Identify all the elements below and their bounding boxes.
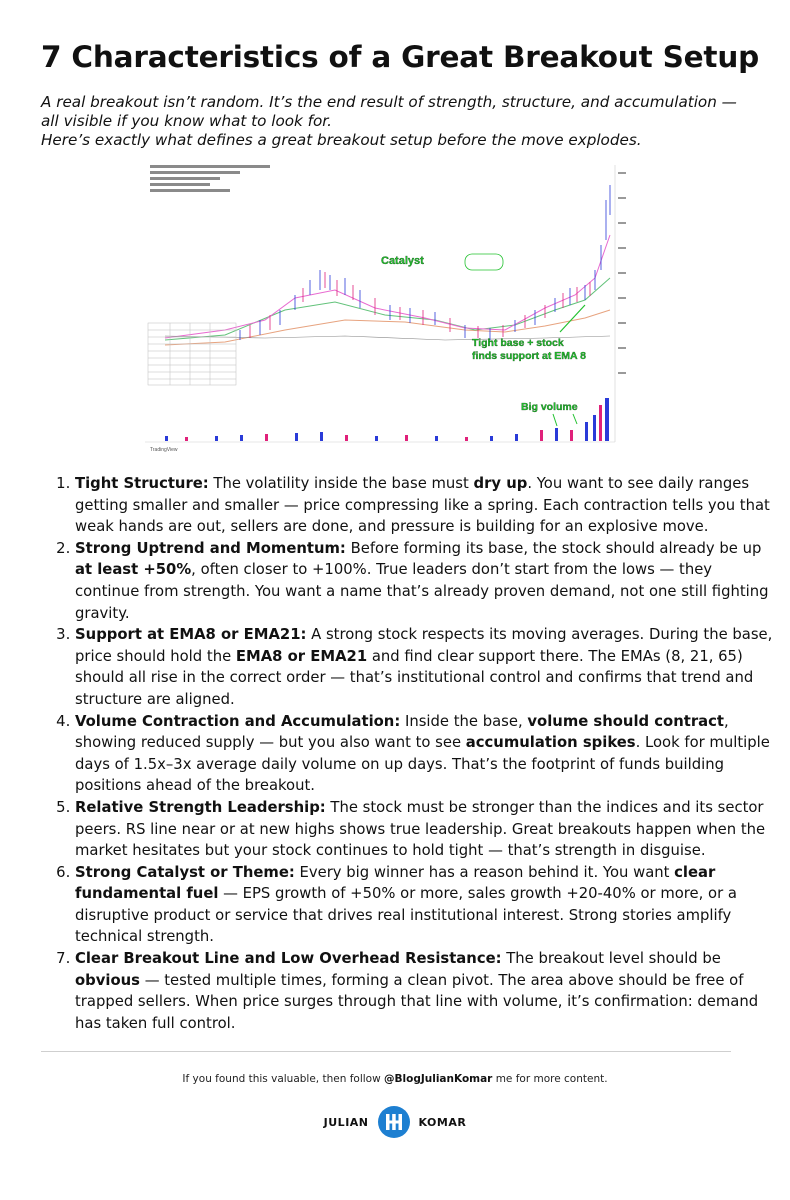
footer-cta: If you found this valuable, then follow @BlogJulianKomar me for more content.: [182, 1073, 608, 1085]
list-item: 5. Relative Strength Leadership: The stock must be stronger than the indices and its sector peers. RS line near or at new highs shows true leadership. Great breakouts happen when the market hesitates but your stock continues to hold tight — that’s strength in disguise.: [75, 797, 775, 862]
stock-chart-image: [145, 160, 628, 453]
list-item: 6. Strong Catalyst or Theme: Every big winner has a reason behind it. You want clear fundamental fuel — EPS growth of +50% or more, sales growth +20-40% or more, or a disruptive product or service that drives real institutional interest. Strong stories amplify technical strength.: [75, 862, 775, 948]
brand-logo: [0, 1104, 790, 1140]
page-title: 7 Characteristics of a Great Breakout Setup: [41, 40, 760, 74]
jk-monogram-icon: [377, 1105, 411, 1139]
intro: [41, 93, 756, 150]
list-item: 2. Strong Uptrend and Momentum: Before forming its base, the stock should already be up at least +50%, often closer to +100%. True leaders don’t start from the lows — they continue from strength. You want a name that’s already proven demand, not one still fighting gravity.: [75, 538, 775, 624]
list-item: 3. Support at EMA8 or EMA21: A strong stock respects its moving averages. During the base, price should hold the EMA8 or EMA21 and find clear support there. The EMAs (8, 21, 65) should all rise in the correct order — that’s institutional control and confirms that trend and structure are aligned.: [75, 624, 775, 710]
tight-base-annotation-2: finds support at EMA 8: [472, 350, 586, 362]
characteristics-list: [41, 473, 775, 1034]
list-item: 4. Volume Contraction and Accumulation: Inside the base, volume should contract, showing reduced supply — but you also want to see accumulation spikes. Look for multiple days of 1.5x–3x average daily volume on up days. That’s the footprint of funds building positions ahead of the breakout.: [75, 711, 775, 797]
logo-text-right: KOMAR: [418, 1115, 467, 1129]
intro-line-1: A real breakout isn’t random. It’s the end result of strength, structure, and accumulation — all visible if you know what to look for.: [41, 93, 737, 130]
catalyst-annotation: Catalyst: [381, 255, 424, 267]
list-item: 7. Clear Breakout Line and Low Overhead Resistance: The breakout level should be obvious — tested multiple times, forming a clean pivot. The area above should be free of trapped sellers. When price surges through that line with volume, it’s confirmation: demand has taken full control.: [75, 948, 775, 1034]
twitter-handle-link[interactable]: @BlogJulianKomar: [384, 1073, 493, 1085]
logo-text-left: JULIAN: [323, 1115, 369, 1129]
tight-base-annotation-1: Tight base + stock: [472, 337, 564, 349]
list-item: 1. Tight Structure: The volatility inside the base must dry up. You want to see daily ranges getting smaller and smaller — price compressing like a spring. Each contraction tells you that weak hands are out, sellers are done, and pressure is building for an explosive move.: [75, 473, 775, 538]
intro-line-2: Here’s exactly what defines a great breakout setup before the move explodes.: [41, 131, 642, 149]
big-volume-annotation: Big volume: [521, 401, 578, 413]
divider: [41, 1051, 731, 1052]
tradingview-watermark: TradingView: [150, 447, 178, 453]
